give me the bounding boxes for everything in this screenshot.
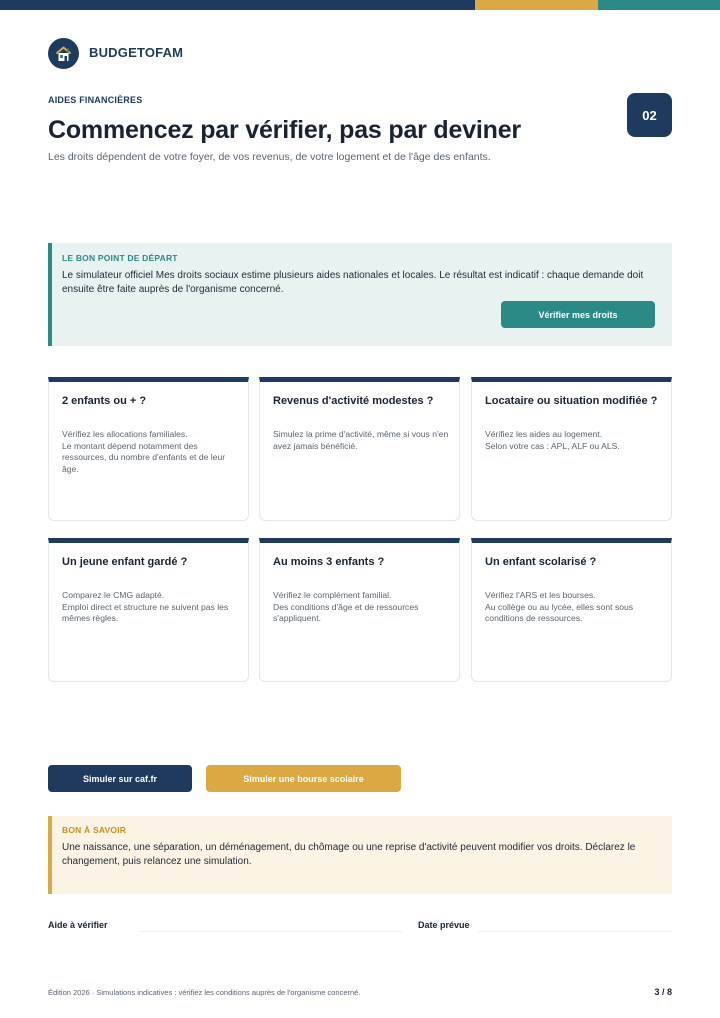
top-bar-gold-segment bbox=[475, 0, 598, 10]
planned-date-field[interactable] bbox=[478, 931, 672, 932]
card-body bbox=[485, 590, 663, 625]
card-school-child bbox=[471, 538, 672, 682]
card-line: Vérifiez les allocations familiales. bbox=[62, 429, 188, 439]
footer-page-number: 3 / 8 bbox=[654, 987, 672, 997]
card-title: Locataire ou situation modifiée ? bbox=[485, 395, 658, 407]
card-body bbox=[273, 590, 451, 625]
page-title: Commencez par vérifier, pas par deviner bbox=[48, 116, 521, 144]
top-bar-teal-segment bbox=[598, 0, 720, 10]
card-line: Vérifiez les aides au logement. bbox=[485, 429, 603, 439]
card-tenant bbox=[471, 377, 672, 521]
card-body bbox=[62, 590, 240, 625]
card-young-child-care bbox=[48, 538, 249, 682]
planned-date-label: Date prévue bbox=[418, 920, 470, 930]
card-line: Selon votre cas : APL, ALF ou ALS. bbox=[485, 440, 620, 451]
tip-callout-text: Une naissance, une séparation, un déménagement, du chômage ou une reprise d'activité peuvent modifier vos droits. Déclarez le changement, puis relancez une simulation. bbox=[62, 842, 636, 867]
start-callout-label: LE BON POINT DE DÉPART bbox=[62, 253, 178, 263]
card-line: Des conditions d'âge et de ressources s'appliquent. bbox=[273, 601, 419, 624]
footer-note: Édition 2026 · Simulations indicatives : vérifiez les conditions auprès de l'organisme concerné. bbox=[48, 988, 361, 997]
card-title: 2 enfants ou + ? bbox=[62, 395, 147, 407]
card-line: Le montant dépend notamment des ressources, du nombre d'enfants et de leur âge. bbox=[62, 440, 226, 474]
page-number-badge: 02 bbox=[627, 93, 672, 137]
tip-callout-label: BON À SAVOIR bbox=[62, 825, 127, 835]
top-color-bar bbox=[0, 0, 720, 10]
aid-to-check-label: Aide à vérifier bbox=[48, 920, 108, 930]
verify-rights-button[interactable]: Vérifier mes droits bbox=[501, 301, 655, 328]
simulate-scholarship-button[interactable]: Simuler une bourse scolaire bbox=[206, 765, 401, 792]
card-two-children bbox=[48, 377, 249, 521]
card-three-children bbox=[259, 538, 460, 682]
top-bar-navy-segment bbox=[0, 0, 475, 10]
card-title: Revenus d'activité modestes ? bbox=[273, 395, 434, 407]
house-icon bbox=[48, 38, 79, 69]
card-body bbox=[273, 429, 451, 452]
page-subtitle: Les droits dépendent de votre foyer, de vos revenus, de votre logement et de l'âge des enfants. bbox=[48, 151, 491, 163]
card-title: Un enfant scolarisé ? bbox=[485, 556, 597, 568]
start-callout-text: Le simulateur officiel Mes droits sociaux estime plusieurs aides nationales et locales. Le résultat est indicatif : chaque demande doit ensuite être faite auprès de l'organisme concerné. bbox=[62, 270, 644, 295]
tip-callout bbox=[48, 816, 672, 894]
start-callout bbox=[48, 243, 672, 346]
card-line: Vérifiez le complément familial. bbox=[273, 590, 392, 600]
card-body bbox=[485, 429, 663, 452]
card-modest-income bbox=[259, 377, 460, 521]
brand-name: BUDGETOFAM bbox=[89, 45, 184, 60]
card-title: Au moins 3 enfants ? bbox=[273, 556, 385, 568]
card-line: Comparez le CMG adapté. bbox=[62, 590, 165, 600]
simulate-caf-button[interactable]: Simuler sur caf.fr bbox=[48, 765, 192, 792]
card-line: Au collège ou au lycée, elles sont sous conditions de ressources. bbox=[485, 601, 634, 624]
card-line: Emploi direct et structure ne suivent pas les mêmes règles. bbox=[62, 601, 229, 624]
card-body bbox=[62, 429, 240, 475]
card-line: Simulez la prime d'activité, même si vous n'en avez jamais bénéficié. bbox=[273, 429, 449, 451]
aid-to-check-field[interactable] bbox=[140, 931, 402, 932]
card-title: Un jeune enfant gardé ? bbox=[62, 556, 188, 568]
card-line: Vérifiez l'ARS et les bourses. bbox=[485, 590, 596, 600]
section-eyebrow: AIDES FINANCIÈRES bbox=[48, 95, 143, 105]
